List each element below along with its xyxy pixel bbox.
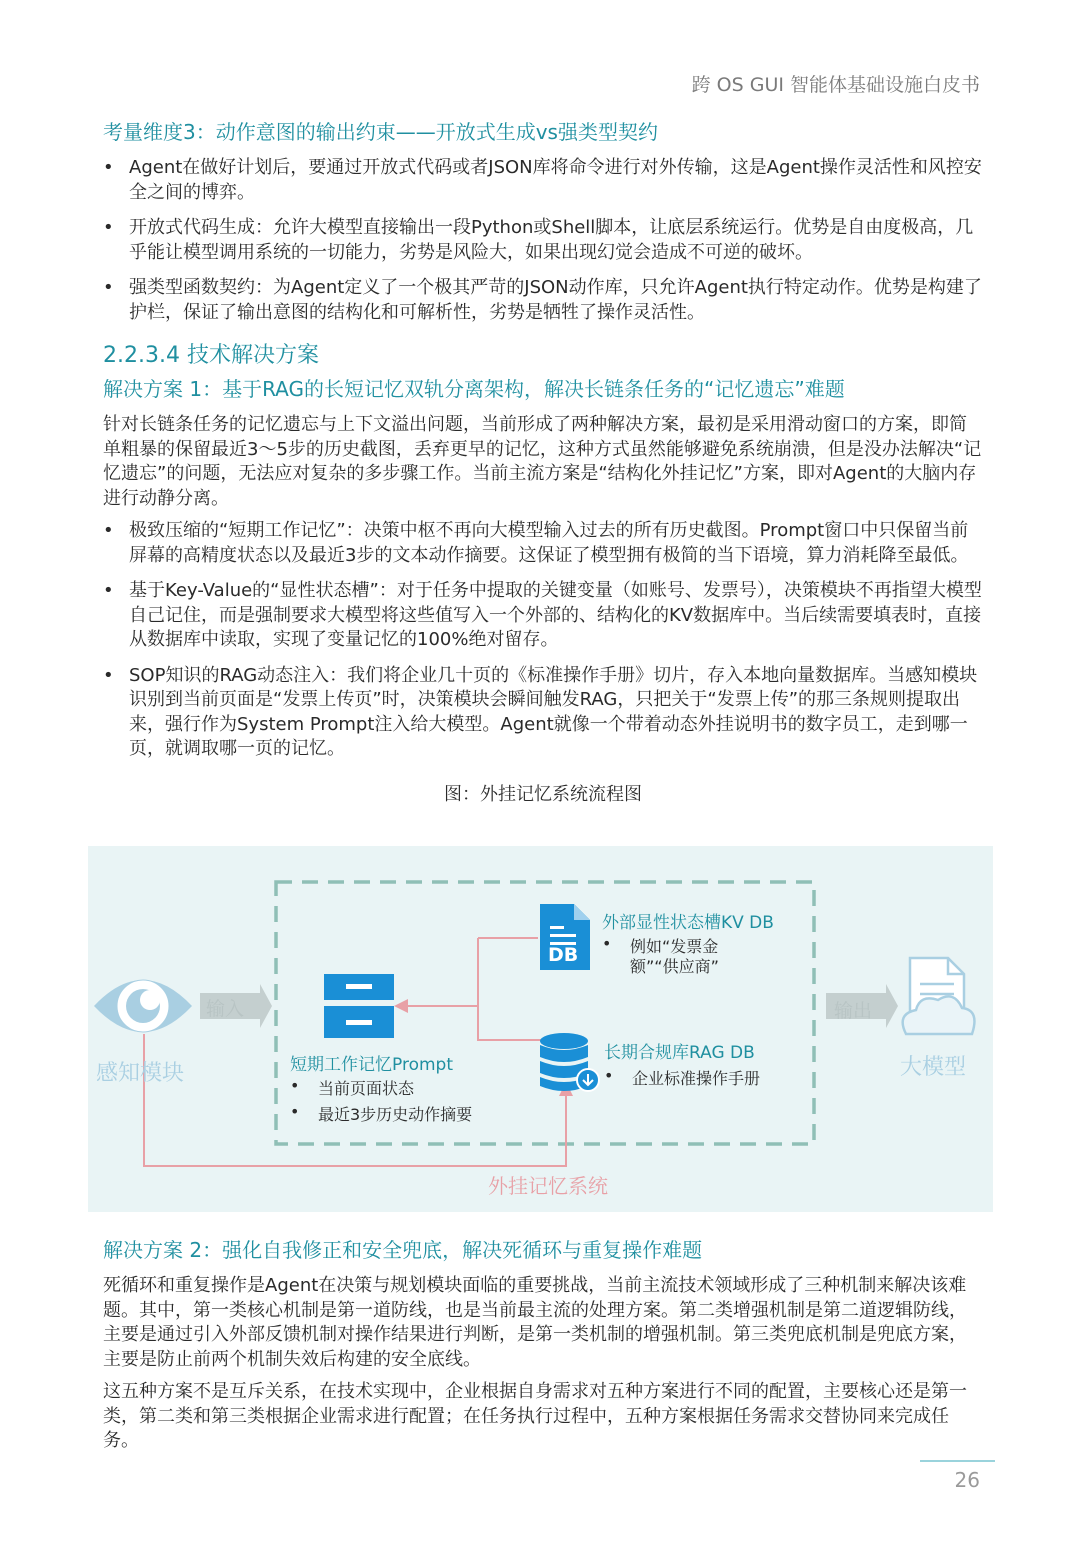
list-item-text: 基于Key-Value的“显性状态槽”：对于任务中提取的关键变量（如账号、发票号），决策模块不再指望大模型自己记住，而是强制要求大模型将这些值写入一个外部的、结构化的KV数据库中。当后续需要填表时，直接从数据库中读取，实现了变量记忆的100%绝对留存。	[129, 580, 982, 650]
kv-db-example-line1: 例如“发票金	[630, 937, 719, 956]
list-item-text: SOP知识的RAG动态注入：我们将企业几十页的《标准操作手册》切片，存入本地向量数据库。当感知模块识别到当前页面是“发票上传页”时，决策模块会瞬间触发RAG，只把关于“发票上传”的那三条规则提取出来，强行作为System Prompt注入给大模型。Agent就像一个带着动态外挂说明书的数字员工，走到哪一页，就调取哪一页的记忆。	[129, 664, 978, 759]
list-item	[103, 664, 983, 762]
solution2-heading: 解决方案 2：强化自我修正和安全兜底，解决死循环与重复操作难题	[103, 1238, 703, 1262]
db-icon-label: DB	[548, 944, 579, 966]
section-heading-dimension3: 考量维度3：动作意图的输出约束——开放式生成vs强类型契约	[103, 120, 658, 144]
list-item-text: 极致压缩的“短期工作记忆”：决策中枢不再向大模型输入过去的所有历史截图。Prompt窗口中只保留当前屏幕的高精度状态以及最近3步的文本动作摘要。这保证了模型拥有极简的当下语境，算力消耗降至最低。	[129, 520, 969, 566]
rag-db-database-icon	[540, 1033, 599, 1091]
rag-db-title: 长期合规库RAG DB	[604, 1043, 755, 1063]
solution1-intro-paragraph: 针对长链条任务的记忆遗忘与上下文溢出问题，当前形成了两种解决方案，最初是采用滑动窗口的方案，即简单粗暴的保留最近3～5步的历史截图，丢弃更早的记忆，这种方式虽然能够避免系统崩溃，但是没办法解决“记忆遗忘”的问题，无法应对复杂的多步骤工作。当前主流方案是“结构化外挂记忆”方案，即对Agent的大脑内存进行动静分离。	[103, 414, 982, 509]
page-number: 26	[954, 1468, 980, 1492]
list-item	[103, 216, 983, 265]
list-item	[103, 276, 983, 325]
page-content	[103, 116, 983, 816]
solution2-paragraph-2: 这五种方案不是互斥关系，在技术实现中，企业根据自身需求对五种方案进行不同的配置，主要核心还是第一类，第二类和第三类根据企业需求进行配置；在任务执行过程中，五种方案根据任务需求交替协同来完成任务。	[103, 1381, 967, 1451]
memory-system-flow-diagram	[88, 846, 993, 1212]
list-item-text: 开放式代码生成：允许大模型直接输出一段Python或Shell脚本，让底层系统运行。优势是自由度极高，几乎能让模型调用系统的一切能力，劣势是风险大，如果出现幻觉会造成不可逆的破坏。	[129, 217, 974, 263]
solution2-paragraph-1: 死循环和重复操作是Agent在决策与规划模块面临的重要挑战，当前主流技术领域形成了三种机制来解决该难题。其中，第一类核心机制是第一道防线，也是当前最主流的处理方案。第二类增强机制是第二道逻辑防线，主要是通过引入外部反馈机制对操作结果进行判断，是第一类机制的增强机制。第三类兜底机制是兜底方案，主要是防止前两个机制失效后构建的安全底线。	[103, 1275, 967, 1370]
eye-icon	[94, 980, 192, 1032]
list-item	[103, 519, 983, 568]
perception-module-label: 感知模块	[96, 1061, 185, 1086]
document-header-title: 跨 OS GUI 智能体基础设施白皮书	[691, 74, 980, 96]
kv-db-title: 外部显性状态槽KV DB	[602, 913, 774, 933]
short-term-memory-title: 短期工作记忆Prompt	[290, 1055, 453, 1075]
footer-divider	[920, 1460, 995, 1462]
section-heading-tech-solutions: 2.2.3.4 技术解决方案	[103, 343, 319, 368]
bullet-icon: •	[103, 277, 114, 298]
external-memory-system-label: 外挂记忆系统	[488, 1174, 608, 1198]
bullet-icon: •	[290, 1076, 300, 1095]
page-content-lower	[103, 1234, 983, 1462]
short-term-item: 当前页面状态	[318, 1079, 415, 1098]
input-label: 输入	[206, 998, 245, 1020]
bullet-icon: •	[602, 934, 612, 953]
output-label: 输出	[834, 1000, 873, 1022]
short-term-item: 最近3步历史动作摘要	[318, 1105, 473, 1124]
diagram-canvas	[88, 846, 993, 1212]
kv-db-example-line2: 额”“供应商”	[630, 957, 719, 976]
list-item	[103, 579, 983, 653]
list-item-text: 强类型函数契约：为Agent定义了一个极其严苛的JSON动作库，只允许Agent执行特定动作。优势是构建了护栏，保证了输出意图的结构化和可解析性，劣势是牺牲了操作灵活性。	[129, 277, 982, 323]
bullet-icon: •	[103, 157, 114, 178]
bullet-icon: •	[290, 1102, 300, 1121]
arrowhead-icon	[394, 999, 408, 1013]
list-item-text: Agent在做好计划后，要通过开放式代码或者JSON库将命令进行对外传输，这是Agent操作灵活性和风控安全之间的博弈。	[129, 157, 982, 203]
cloud-document-icon	[903, 958, 975, 1034]
llm-label: 大模型	[900, 1055, 967, 1080]
bullet-icon: •	[103, 217, 114, 238]
bullet-list-solution1	[103, 519, 983, 762]
bullet-icon: •	[604, 1066, 614, 1085]
solution1-heading: 解决方案 1：基于RAG的长短记忆双轨分离架构，解决长链条任务的“记忆遗忘”难题	[103, 377, 845, 401]
short-term-memory-icon	[324, 974, 394, 1038]
bullet-icon: •	[103, 664, 114, 686]
bullet-icon: •	[103, 580, 114, 601]
list-item	[103, 156, 983, 205]
rag-db-item: 企业标准操作手册	[632, 1069, 761, 1088]
bullet-list-dimension3	[103, 156, 983, 325]
bullet-icon: •	[103, 520, 114, 541]
figure-caption: 图：外挂记忆系统流程图	[444, 783, 642, 805]
